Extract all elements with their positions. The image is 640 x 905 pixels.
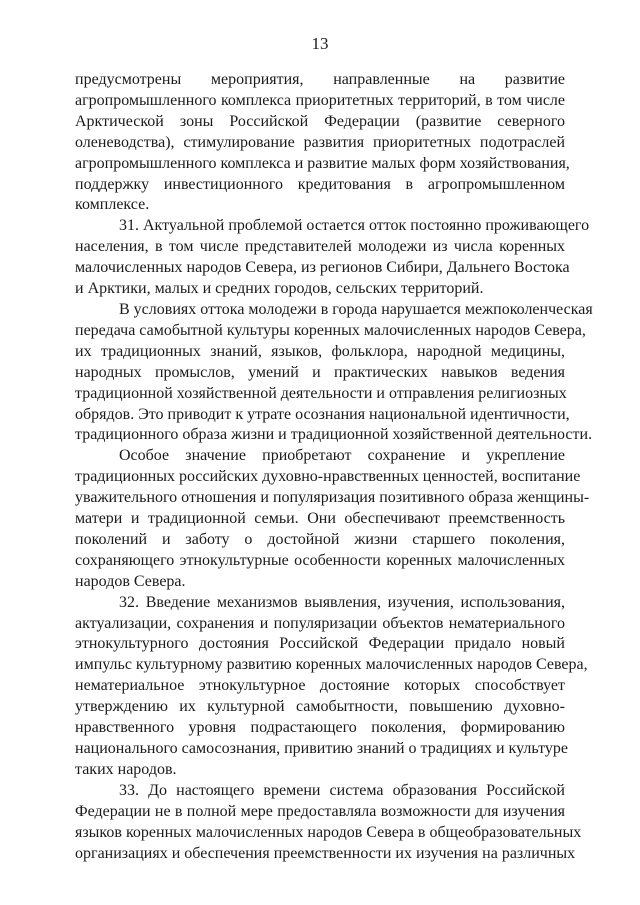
paragraph	[75, 593, 588, 781]
text-line: оленеводства), стимулирование развития приоритетных подотраслей	[75, 133, 565, 151]
text-line: комплексе.	[75, 196, 150, 214]
text-line: утверждению их культурной самобытности, повышению духовно-	[75, 698, 565, 716]
paragraph	[75, 446, 590, 592]
text-line: предусмотрены мероприятия, направленные на развитие	[75, 71, 565, 88]
text-line: 33. До настоящего времени система образования Российской	[119, 781, 565, 799]
text-line: языков коренных малочисленных народов Севера в общеобразовательных	[75, 823, 582, 841]
text-line: населения, в том числе представителей молодежи из числа коренных	[75, 238, 565, 256]
text-line: традиционных российских духовно-нравственных ценностей, воспитание	[75, 468, 581, 486]
text-line: организациях и обеспечения преемственности их изучения на различных	[75, 844, 576, 862]
paragraph	[75, 70, 570, 216]
text-line: поколений и заботу о достойной жизни старшего поколения,	[75, 530, 565, 548]
text-line: традиционной хозяйственной деятельности и отправления религиозных	[75, 384, 567, 402]
page-number: 13	[311, 34, 329, 53]
text-line: В условиях оттока молодежи в города нарушается межпоколенческая	[119, 300, 593, 318]
text-line: агропромышленного комплекса и развитие малых форм хозяйствования,	[75, 154, 570, 172]
text-line: этнокультурного достояния Российской Федерации придало новый	[75, 635, 565, 653]
text-line: нематериальное этнокультурное достояние которых способствует	[75, 677, 565, 695]
text-line: 32. Введение механизмов выявления, изучения, использования,	[119, 593, 565, 611]
text-line: поддержку инвестиционного кредитования в агропромышленном	[75, 175, 565, 193]
text-line: 31. Актуальной проблемой остается отток постоянно проживающего	[119, 217, 590, 235]
text-line: матери и традиционной семьи. Они обеспечивают преемственность	[75, 510, 565, 528]
text-line: их традиционных знаний, языков, фольклора, народной медицины,	[75, 342, 565, 360]
text-line: и Арктики, малых и средних городов, сельских территорий.	[75, 280, 484, 298]
text-line: Арктической зоны Российской Федерации (развитие северного	[75, 112, 565, 130]
paragraph	[75, 300, 593, 446]
text-line: обрядов. Это приводит к утрате осознания национальной идентичности,	[75, 405, 570, 423]
text-line: Федерации не в полной мере предоставляла возможности для изучения	[75, 802, 565, 820]
paragraph	[75, 216, 590, 300]
text-line: народов Севера.	[75, 572, 186, 590]
text-line: таких народов.	[75, 760, 177, 778]
text-line: уважительного отношения и популяризация позитивного образа женщины-	[75, 489, 590, 507]
text-line: нравственного уровня подрастающего поколения, формированию	[75, 719, 565, 737]
text-line: национального самосознания, привитию знаний о традициях и культуре	[75, 740, 568, 757]
text-line: агропромышленного комплекса приоритетных территорий, в том числе	[75, 91, 565, 109]
text-line: актуализации, сохранения и популяризации объектов нематериального	[75, 614, 565, 632]
text-line: народных промыслов, умений и практических навыков ведения	[75, 363, 565, 381]
text-line: малочисленных народов Севера, из регионов Сибири, Дальнего Востока	[75, 259, 570, 277]
paragraph	[75, 781, 582, 865]
text-line: передача самобытной культуры коренных малочисленных народов Севера,	[75, 321, 586, 339]
text-line: импульс культурному развитию коренных малочисленных народов Севера,	[75, 656, 588, 674]
text-line: сохраняющего этнокультурные особенности коренных малочисленных	[75, 551, 565, 569]
text-line: традиционного образа жизни и традиционной хозяйственной деятельности.	[75, 426, 593, 444]
text-line: Особое значение приобретают сохранение и укрепление	[119, 447, 565, 465]
document-body	[75, 70, 593, 864]
